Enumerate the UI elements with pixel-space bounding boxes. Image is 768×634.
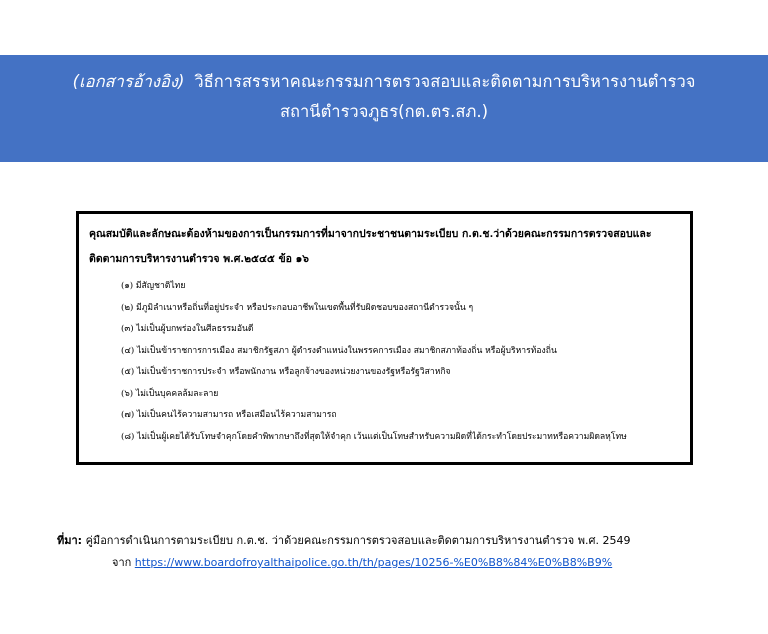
list-item: (๑) มีสัญชาติไทย [121,281,186,291]
banner-prefix: (เอกสารอ้างอิง) [72,72,185,91]
document-excerpt-box [76,211,693,465]
qualification-list [89,276,678,448]
list-item: (๓) ไม่เป็นผู้บกพร่องในศีลธรรมอันดี [121,324,254,334]
banner-title-line-2: สถานีตำรวจภูธร(กต.ตร.สภ.) [279,102,489,121]
source-label: ที่มา: [57,534,83,547]
source-from-label: จาก [112,556,132,569]
list-item: (๒) มีภูมิลำเนาหรือถิ่นที่อยู่ประจำ หรือประกอบอาชีพในเขตพื้นที่รับผิดชอบของสถานีตำรวจนั้น ๆ [121,302,474,313]
source-link[interactable]: https://www.boardofroyalthaipolice.go.th/th/pages/10256-%E0%B8%84%E0%B8%B9% [134,556,613,569]
list-item: (๕) ไม่เป็นข้าราชการประจำ หรือพนักงาน หรือลูกจ้างของหน่วยงานของรัฐหรือรัฐวิสาหกิจ [121,367,451,377]
header-banner [0,55,768,162]
document-heading: คุณสมบัติและลักษณะต้องห้ามของการเป็นกรรมการที่มาจากประชาชนตามระเบียบ ก.ต.ช.ว่าด้วยคณะกรรมการตรวจสอบและติดตามการบริหารงานตำรวจ พ.ศ.๒๕๔๕ ข้อ ๑๖ [89,228,652,265]
list-item: (๖) ไม่เป็นบุคคลล้มละลาย [121,388,219,399]
list-item: (๗) ไม่เป็นคนไร้ความสามารถ หรือเสมือนไร้ความสามารถ [121,410,337,420]
source-line-1 [57,530,630,552]
list-item: (๔) ไม่เป็นข้าราชการการเมือง สมาชิกรัฐสภา ผู้ดำรงตำแหน่งในพรรคการเมือง สมาชิกสภาท้องถิ่น หรือผู้บริหารท้องถิ่น [121,345,557,356]
banner-title-line-1 [0,67,768,97]
source-citation [57,530,630,574]
source-line-2 [57,552,630,574]
source-text: คู่มือการดำเนินการตามระเบียบ ก.ต.ช. ว่าด้วยคณะกรรมการตรวจสอบและติดตามการบริหารงานตำรวจ พ.ศ. 2549 [85,534,631,547]
list-item: (๘) ไม่เป็นผู้เคยได้รับโทษจำคุกโดยคำพิพากษาถึงที่สุดให้จำคุก เว้นแต่เป็นโทษสำหรับความผิดที่ได้กระทำโดยประมาทหรือความผิดลหุโทษ [121,431,627,442]
banner-title: วิธีการสรรหาคณะกรรมการตรวจสอบและติดตามการบริหารงานตำรวจ [194,72,696,91]
